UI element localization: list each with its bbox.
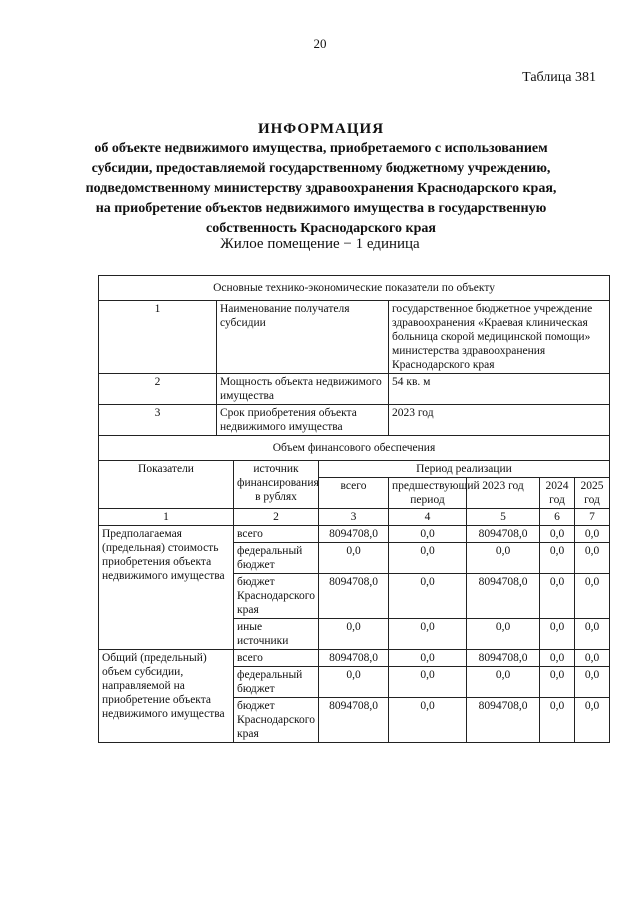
indicator-name: Наименование получателя субсидии xyxy=(217,301,389,374)
col-total-header: всего xyxy=(319,478,389,509)
col-2024-header: 2024 год xyxy=(540,478,575,509)
previous-cell: 0,0 xyxy=(389,526,467,543)
indicator-name: Мощность объекта недвижимого имущества xyxy=(217,374,389,405)
y2025-cell: 0,0 xyxy=(575,543,610,574)
y2025-cell: 0,0 xyxy=(575,619,610,650)
previous-cell: 0,0 xyxy=(389,574,467,619)
y2025-cell: 0,0 xyxy=(575,574,610,619)
y2024-cell: 0,0 xyxy=(540,526,575,543)
total-cell: 8094708,0 xyxy=(319,698,389,743)
total-cell: 8094708,0 xyxy=(319,650,389,667)
column-number: 3 xyxy=(319,509,389,526)
y2023-cell: 8094708,0 xyxy=(467,698,540,743)
col-period-header: Период реализации xyxy=(319,461,610,478)
indicator-name: Срок приобретения объекта недвижимого имущества xyxy=(217,405,389,436)
heading-line: на приобретение объектов недвижимого имущества в государственную xyxy=(95,201,547,216)
y2023-cell: 8094708,0 xyxy=(467,526,540,543)
col-previous-header: предшествующий период xyxy=(389,478,467,509)
heading-title: ИНФОРМАЦИЯ xyxy=(257,121,385,137)
previous-cell: 0,0 xyxy=(389,650,467,667)
y2024-cell: 0,0 xyxy=(540,543,575,574)
y2023-cell: 0,0 xyxy=(467,667,540,698)
previous-cell: 0,0 xyxy=(389,619,467,650)
heading-line: подведомственному министерству здравоохранения Краснодарского края, xyxy=(85,181,557,196)
y2024-cell: 0,0 xyxy=(540,667,575,698)
indicator-number: 1 xyxy=(99,301,217,374)
source-cell: бюджет Краснодарского края xyxy=(234,698,319,743)
indicator-row xyxy=(99,405,610,436)
source-cell: бюджет Краснодарского края xyxy=(234,574,319,619)
page-number: 20 xyxy=(313,36,327,51)
source-cell: федеральный бюджет xyxy=(234,543,319,574)
column-number: 2 xyxy=(234,509,319,526)
table-label: Таблица 381 xyxy=(522,70,596,85)
indicator-number: 3 xyxy=(99,405,217,436)
y2023-cell: 0,0 xyxy=(467,619,540,650)
source-cell: федеральный бюджет xyxy=(234,667,319,698)
total-cell: 8094708,0 xyxy=(319,526,389,543)
indicator-row xyxy=(99,301,610,374)
indicators-header-row xyxy=(99,276,610,301)
indicator-row xyxy=(99,374,610,405)
finance-header: Объем финансового обеспечения xyxy=(99,436,610,461)
indicator-value: государственное бюджетное учреждение здравоохранения «Краевая клиническая больница скорой медицинской помощи» министерства здравоохранения Краснодарского края xyxy=(389,301,610,374)
group-label: Общий (предельный) объем субсидии, направляемой на приобретение объекта недвижимого имущества xyxy=(99,650,234,743)
previous-cell: 0,0 xyxy=(389,543,467,574)
col-2025-header: 2025 год xyxy=(575,478,610,509)
y2025-cell: 0,0 xyxy=(575,650,610,667)
y2024-cell: 0,0 xyxy=(540,650,575,667)
y2023-cell: 8094708,0 xyxy=(467,574,540,619)
source-cell: всего xyxy=(234,526,319,543)
indicator-value: 54 кв. м xyxy=(389,374,610,405)
total-cell: 8094708,0 xyxy=(319,574,389,619)
y2024-cell: 0,0 xyxy=(540,698,575,743)
group-label: Предполагаемая (предельная) стоимость приобретения объекта недвижимого имущества xyxy=(99,526,234,650)
y2024-cell: 0,0 xyxy=(540,574,575,619)
heading-line: собственность Краснодарского края xyxy=(206,221,436,236)
heading-line: субсидии, предоставляемой государственному бюджетному учреждению, xyxy=(91,161,551,176)
col-indicators-header: Показатели xyxy=(99,461,234,509)
previous-cell: 0,0 xyxy=(389,698,467,743)
y2024-cell: 0,0 xyxy=(540,619,575,650)
total-cell: 0,0 xyxy=(319,667,389,698)
info-table xyxy=(98,275,610,743)
col-source-header: источник финансирования в рублях xyxy=(234,461,319,509)
document-subtitle: Жилое помещение − 1 единица xyxy=(220,236,420,252)
y2025-cell: 0,0 xyxy=(575,698,610,743)
table-row xyxy=(99,526,610,543)
indicator-value: 2023 год xyxy=(389,405,610,436)
column-number: 7 xyxy=(575,509,610,526)
column-numbers-row xyxy=(99,509,610,526)
source-cell: всего xyxy=(234,650,319,667)
indicators-header: Основные технико-экономические показатели по объекту xyxy=(99,276,610,301)
column-number: 4 xyxy=(389,509,467,526)
previous-cell: 0,0 xyxy=(389,667,467,698)
heading-line: об объекте недвижимого имущества, приобретаемого с использованием xyxy=(94,141,548,156)
y2025-cell: 0,0 xyxy=(575,667,610,698)
column-number: 6 xyxy=(540,509,575,526)
total-cell: 0,0 xyxy=(319,543,389,574)
column-number: 5 xyxy=(467,509,540,526)
finance-header-row xyxy=(99,436,610,461)
y2025-cell: 0,0 xyxy=(575,526,610,543)
col-2023-header: 2023 год xyxy=(467,478,540,509)
finance-column-header-row xyxy=(99,461,610,478)
column-number: 1 xyxy=(99,509,234,526)
y2023-cell: 8094708,0 xyxy=(467,650,540,667)
y2023-cell: 0,0 xyxy=(467,543,540,574)
total-cell: 0,0 xyxy=(319,619,389,650)
document-heading xyxy=(60,119,582,239)
source-cell: иные источники xyxy=(234,619,319,650)
indicator-number: 2 xyxy=(99,374,217,405)
table-row xyxy=(99,650,610,667)
